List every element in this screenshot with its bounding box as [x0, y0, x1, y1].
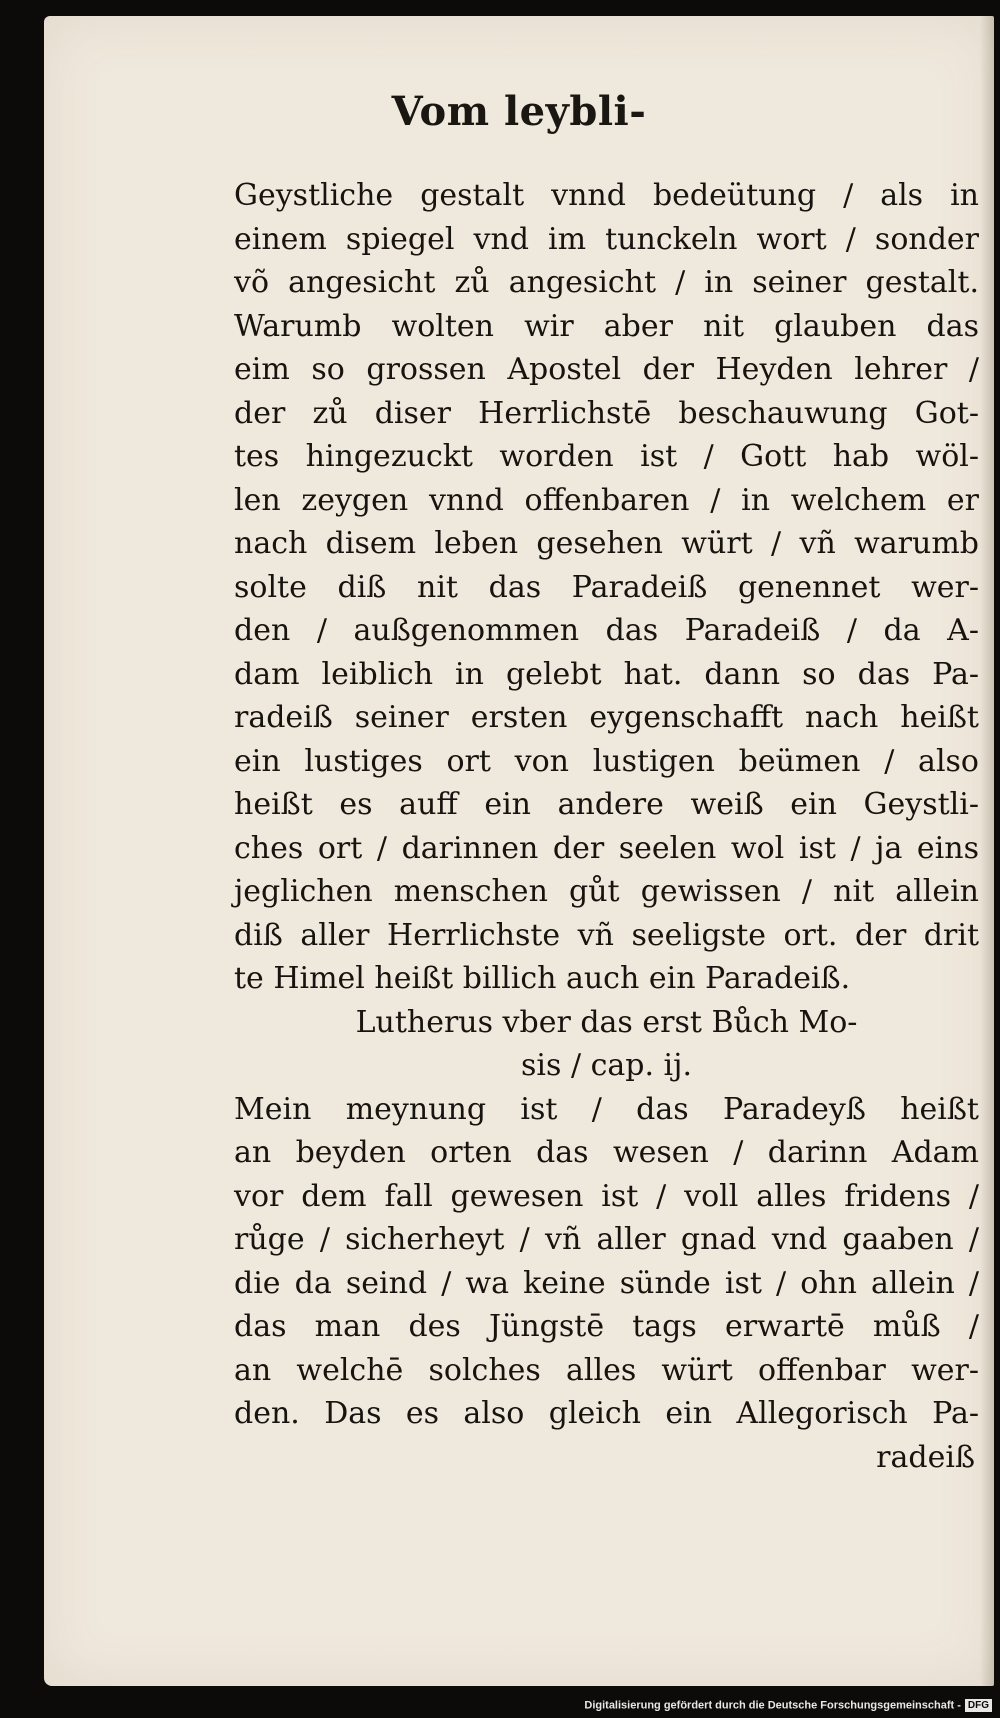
text-line: vor dem fall gewesen ist / voll alles fridens /	[234, 1178, 979, 1214]
text-line: te Himel heißt billich auch ein Paradeiß.	[234, 961, 851, 996]
book-page	[44, 16, 994, 1686]
text-line: ches ort / darinnen der seelen wol ist / ja eins	[234, 830, 979, 866]
text-line: einem spiegel vnd im tunckeln wort / sonder	[234, 221, 979, 257]
text-line: nach disem leben gesehen würt / vñ warumb	[234, 526, 979, 561]
running-head: Vom leybli-	[391, 88, 647, 135]
text-line: diß aller Herrlichste vñ seeligste ort. der drit	[234, 917, 979, 953]
text-line: tes hingezuckt worden ist / Gott hab wöl-	[234, 439, 979, 474]
text-line: jeglichen menschen gůt gewissen / nit allein	[234, 874, 979, 909]
catchword: radeiß	[876, 1439, 975, 1475]
text-line: den / außgenommen das Paradeiß / da A-	[234, 613, 979, 648]
text-line: võ angesicht zů angesicht / in seiner gestalt.	[234, 265, 979, 300]
text-line: das man des Jüngstē tags erwartē můß /	[234, 1309, 979, 1344]
dfg-logo: DFG	[965, 1699, 992, 1712]
digitization-credit-text: Digitalisierung gefördert durch die Deutsche Forschungsgemeinschaft -	[584, 1699, 961, 1712]
text-line: heißt es auff ein andere weiß ein Geystli-	[234, 787, 979, 822]
text-line: der zů diser Herrlichstē beschauwung Got-	[234, 395, 979, 431]
section-heading-line-2: sis / cap. ij.	[521, 1048, 692, 1083]
digitization-credit	[584, 1699, 992, 1712]
text-line: Mein meynung ist / das Paradeyß heißt	[234, 1091, 979, 1127]
text-line: růge / sicherheyt / vñ aller gnad vnd gaaben /	[234, 1222, 979, 1257]
text-line: an welchē solches alles würt offenbar wer-	[234, 1352, 979, 1388]
text-line: ein lustiges ort von lustigen beümen / also	[234, 743, 979, 779]
text-line: eim so grossen Apostel der Heyden lehrer /	[234, 352, 979, 387]
text-line: dam leiblich in gelebt hat. dann so das Pa-	[234, 656, 979, 692]
text-line: radeiß seiner ersten eygenschafft nach heißt	[234, 700, 979, 735]
text-line: solte diß nit das Paradeiß genennet wer-	[234, 569, 979, 605]
text-line: den. Das es also gleich ein Allegorisch Pa-	[234, 1396, 979, 1431]
text-line: die da seind / wa keine sünde ist / ohn allein /	[234, 1265, 979, 1301]
text-line: Geystliche gestalt vnnd bedeütung / als in	[234, 178, 979, 213]
section-heading-line-1: Lutherus vber das erst Bůch Mo-	[355, 1004, 858, 1040]
text-line: an beyden orten das wesen / darinn Adam	[234, 1135, 979, 1170]
text-block	[234, 174, 979, 1479]
text-line: Warumb wolten wir aber nit glauben das	[234, 308, 979, 344]
page-edge-shadow	[980, 16, 994, 1686]
text-line: len zeygen vnnd offenbaren / in welchem er	[234, 482, 979, 518]
